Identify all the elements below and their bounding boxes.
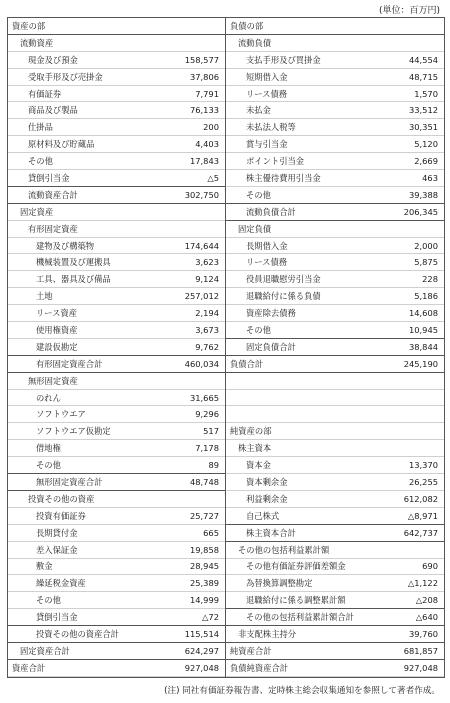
- table-row: [226, 119, 444, 136]
- table-row: [8, 52, 225, 69]
- table-row: [8, 86, 225, 103]
- table-row: [8, 559, 225, 576]
- row-value: 206,345: [403, 206, 438, 217]
- row-label: 資本金: [246, 460, 271, 471]
- table-row: [8, 592, 225, 609]
- row-value: △8,971: [407, 510, 438, 521]
- table-row: [226, 440, 444, 457]
- row-label: 敷金: [36, 561, 53, 572]
- row-value: 517: [203, 426, 219, 437]
- row-label: 建設仮勘定: [36, 341, 78, 352]
- row-label: 投資その他の資産合計: [36, 629, 119, 639]
- row-label: 未払金: [246, 105, 271, 116]
- row-value: △208: [415, 595, 438, 606]
- table-row: [8, 423, 225, 440]
- row-label: その他有価証券評価差額金: [246, 561, 346, 572]
- table-row: [8, 153, 225, 170]
- row-value: 158,577: [184, 54, 219, 65]
- row-label: その他: [246, 324, 271, 335]
- table-row: [8, 69, 225, 86]
- row-value: 7,791: [195, 88, 219, 99]
- table-row: [226, 575, 444, 592]
- row-label: 固定資産: [20, 206, 54, 217]
- row-value: 2,000: [414, 240, 438, 251]
- row-label: 株主資本: [238, 443, 272, 454]
- row-label: 役員退職慰労引当金: [246, 274, 321, 285]
- row-value: 89: [208, 460, 219, 471]
- row-value: 38,844: [408, 341, 438, 352]
- row-label: 流動資産合計: [28, 189, 78, 200]
- row-value: 257,012: [184, 291, 219, 302]
- row-label: 長期借入金: [246, 240, 288, 251]
- row-value: 39,388: [408, 189, 438, 200]
- row-value: 3,623: [195, 257, 219, 268]
- row-value: 14,999: [189, 595, 219, 606]
- row-value: 245,190: [403, 358, 438, 369]
- table-row: [8, 288, 225, 305]
- row-value: 14,608: [408, 308, 438, 319]
- row-label: その他の包括利益累計額合計: [246, 612, 354, 623]
- row-value: 7,178: [195, 443, 219, 454]
- table-row: [226, 18, 444, 35]
- table-row: [226, 221, 444, 238]
- row-value: 463: [422, 172, 438, 183]
- row-value: 4,403: [195, 139, 219, 150]
- row-label: 株主優待費用引当金: [246, 172, 321, 183]
- row-value: △72: [202, 612, 219, 623]
- table-row: [8, 491, 225, 508]
- row-label: 資本剰余金: [246, 476, 288, 487]
- row-label: 負債純資産合計: [230, 662, 289, 673]
- row-value: 26,255: [408, 476, 438, 487]
- table-row: [226, 170, 444, 187]
- row-label: ポイント引当金: [246, 156, 305, 167]
- row-label: 使用権資産: [36, 324, 78, 335]
- table-row: [8, 474, 225, 491]
- row-label: 固定資産合計: [20, 645, 70, 656]
- row-label: 商品及び製品: [28, 105, 78, 116]
- table-row: [8, 626, 225, 643]
- table-row: [8, 102, 225, 119]
- table-row: [8, 542, 225, 559]
- balance-sheet-table: [7, 17, 445, 678]
- row-label: リース資産: [36, 308, 78, 319]
- row-label: 流動資産: [20, 37, 54, 48]
- row-label: 短期借入金: [246, 71, 288, 82]
- table-row: [226, 153, 444, 170]
- row-label: ソフトウエア: [36, 409, 86, 420]
- row-label: 負債合計: [230, 358, 264, 369]
- row-label: 現金及び預金: [28, 54, 78, 65]
- table-row: [226, 305, 444, 322]
- row-label: その他の包括利益累計額: [238, 544, 330, 555]
- row-value: 19,858: [189, 544, 219, 555]
- table-row: [8, 322, 225, 339]
- assets-column: [8, 18, 226, 677]
- row-label: 建物及び構築物: [36, 240, 95, 251]
- table-row: [8, 35, 225, 52]
- table-row: [226, 35, 444, 52]
- row-value: 25,389: [189, 578, 219, 589]
- row-label: その他: [246, 189, 271, 200]
- row-value: 9,296: [195, 409, 219, 420]
- row-value: 2,669: [414, 156, 438, 167]
- row-label: リース債務: [246, 88, 288, 99]
- row-label: その他: [36, 595, 61, 606]
- table-row: [226, 271, 444, 288]
- row-label: 株主資本合計: [246, 527, 296, 538]
- unit-label: (単位：百万円): [378, 6, 440, 16]
- table-row: [226, 592, 444, 609]
- row-label: 無形固定資産合計: [36, 476, 103, 487]
- row-label: 差入保証金: [36, 544, 78, 555]
- row-value: 9,762: [195, 341, 219, 352]
- row-value: 115,514: [184, 629, 219, 639]
- table-row: [8, 238, 225, 255]
- row-label: 退職給付に係る調整累計額: [246, 595, 346, 606]
- row-value: 642,737: [403, 527, 438, 538]
- row-label: その他: [28, 156, 53, 167]
- row-value: 690: [422, 561, 438, 572]
- row-value: 44,554: [408, 54, 438, 65]
- row-label: 有価証券: [28, 88, 62, 99]
- row-label: のれん: [36, 392, 61, 403]
- row-value: 927,048: [184, 662, 219, 673]
- row-value: 174,644: [184, 240, 219, 251]
- table-row: [226, 52, 444, 69]
- row-label: 原材料及び貯蔵品: [28, 139, 95, 150]
- row-value: 39,760: [408, 629, 438, 639]
- table-row: [226, 525, 444, 542]
- row-label: 有形固定資産: [28, 223, 78, 234]
- row-label: 貸倒引当金: [28, 172, 70, 183]
- row-value: 31,665: [189, 392, 219, 403]
- empty-row: [226, 406, 444, 423]
- table-row: [226, 204, 444, 221]
- row-value: 5,186: [414, 291, 438, 302]
- row-label: 無形固定資産: [28, 375, 78, 386]
- table-row: [226, 508, 444, 525]
- row-label: 流動負債合計: [246, 206, 296, 217]
- row-label: 退職給付に係る負債: [246, 291, 321, 302]
- row-value: 612,082: [403, 493, 438, 504]
- row-label: 仕掛品: [28, 122, 53, 133]
- row-value: 2,194: [195, 308, 219, 319]
- row-label: 支払手形及び買掛金: [246, 54, 321, 65]
- table-row: [8, 660, 225, 677]
- liabilities-equity-column: [226, 18, 444, 677]
- row-label: 投資その他の資産: [28, 493, 95, 504]
- row-label: 借地権: [36, 443, 61, 454]
- table-row: [8, 508, 225, 525]
- row-label: 純資産合計: [230, 645, 272, 656]
- table-row: [8, 575, 225, 592]
- row-label: 利益剰余金: [246, 493, 288, 504]
- row-value: 681,857: [403, 645, 438, 656]
- table-row: [8, 390, 225, 407]
- table-row: [226, 542, 444, 559]
- row-label: 有形固定資産合計: [36, 358, 103, 369]
- table-row: [226, 423, 444, 440]
- table-row: [226, 559, 444, 576]
- row-value: 927,048: [403, 662, 438, 673]
- row-value: 30,351: [408, 122, 438, 133]
- table-row: [8, 305, 225, 322]
- table-row: [226, 356, 444, 373]
- table-row: [8, 406, 225, 423]
- table-row: [226, 136, 444, 153]
- table-row: [226, 288, 444, 305]
- row-label: 投資有価証券: [36, 510, 86, 521]
- table-row: [8, 136, 225, 153]
- table-row: [226, 187, 444, 204]
- row-value: 5,875: [414, 257, 438, 268]
- row-value: 76,133: [189, 105, 219, 116]
- table-row: [8, 373, 225, 390]
- row-value: 3,673: [195, 324, 219, 335]
- table-row: [8, 609, 225, 626]
- row-value: △1,122: [407, 578, 438, 589]
- row-label: 純資産の部: [230, 426, 272, 437]
- empty-row: [226, 390, 444, 407]
- table-row: [8, 187, 225, 204]
- row-value: 200: [203, 122, 219, 133]
- row-value: 9,124: [195, 274, 219, 285]
- row-label: 自己株式: [246, 510, 280, 521]
- row-label: 資産の部: [12, 20, 46, 31]
- table-row: [226, 660, 444, 677]
- table-row: [8, 457, 225, 474]
- table-row: [8, 356, 225, 373]
- table-row: [226, 254, 444, 271]
- table-row: [8, 221, 225, 238]
- row-value: 33,512: [408, 105, 438, 116]
- table-row: [8, 254, 225, 271]
- row-label: 未払法人税等: [246, 122, 296, 133]
- table-row: [8, 440, 225, 457]
- row-label: 機械装置及び運搬具: [36, 257, 111, 268]
- table-row: [8, 271, 225, 288]
- row-value: 624,297: [184, 645, 219, 656]
- table-row: [226, 339, 444, 356]
- table-row: [226, 238, 444, 255]
- row-label: 繰延税金資産: [36, 578, 86, 589]
- row-label: リース債務: [246, 257, 288, 268]
- row-value: △5: [207, 172, 219, 183]
- table-row: [8, 18, 225, 35]
- table-row: [226, 86, 444, 103]
- row-value: 48,715: [408, 71, 438, 82]
- table-row: [8, 119, 225, 136]
- row-value: 25,727: [189, 510, 219, 521]
- table-row: [226, 626, 444, 643]
- row-value: 302,750: [184, 189, 219, 200]
- table-row: [226, 102, 444, 119]
- row-label: 工具、器具及び備品: [36, 274, 111, 285]
- row-value: 28,945: [189, 561, 219, 572]
- table-row: [226, 322, 444, 339]
- row-value: 665: [203, 527, 219, 538]
- table-row: [226, 457, 444, 474]
- row-label: 長期貸付金: [36, 527, 78, 538]
- row-value: 10,945: [408, 324, 438, 335]
- row-value: 460,034: [184, 358, 219, 369]
- row-label: 非支配株主持分: [238, 629, 297, 639]
- row-label: 賞与引当金: [246, 139, 288, 150]
- row-label: ソフトウエア仮勘定: [36, 426, 111, 437]
- row-value: 17,843: [189, 156, 219, 167]
- table-row: [226, 474, 444, 491]
- empty-row: [226, 373, 444, 390]
- row-label: 資産合計: [12, 662, 46, 673]
- row-label: 固定負債: [238, 223, 272, 234]
- row-value: 5,120: [414, 139, 438, 150]
- table-row: [8, 204, 225, 221]
- row-value: △640: [415, 612, 438, 623]
- row-label: 固定負債合計: [246, 341, 296, 352]
- table-row: [8, 170, 225, 187]
- row-label: 為替換算調整勘定: [246, 578, 313, 589]
- table-row: [226, 69, 444, 86]
- row-value: 1,570: [414, 88, 438, 99]
- table-row: [226, 491, 444, 508]
- row-label: 流動負債: [238, 37, 272, 48]
- table-row: [226, 609, 444, 626]
- row-value: 37,806: [189, 71, 219, 82]
- row-value: 48,748: [189, 476, 219, 487]
- row-label: 貸倒引当金: [36, 612, 78, 623]
- row-value: 228: [422, 274, 438, 285]
- row-label: その他: [36, 460, 61, 471]
- row-label: 資産除去債務: [246, 308, 296, 319]
- row-label: 土地: [36, 291, 53, 302]
- table-row: [226, 643, 444, 660]
- table-row: [8, 525, 225, 542]
- row-value: 13,370: [408, 460, 438, 471]
- row-label: 負債の部: [230, 20, 264, 31]
- source-note: (注) 同社有価証券報告書、定時株主総会収集通知を参照して著者作成。: [164, 686, 440, 696]
- table-row: [8, 339, 225, 356]
- table-row: [8, 643, 225, 660]
- row-label: 受取手形及び売掛金: [28, 71, 103, 82]
